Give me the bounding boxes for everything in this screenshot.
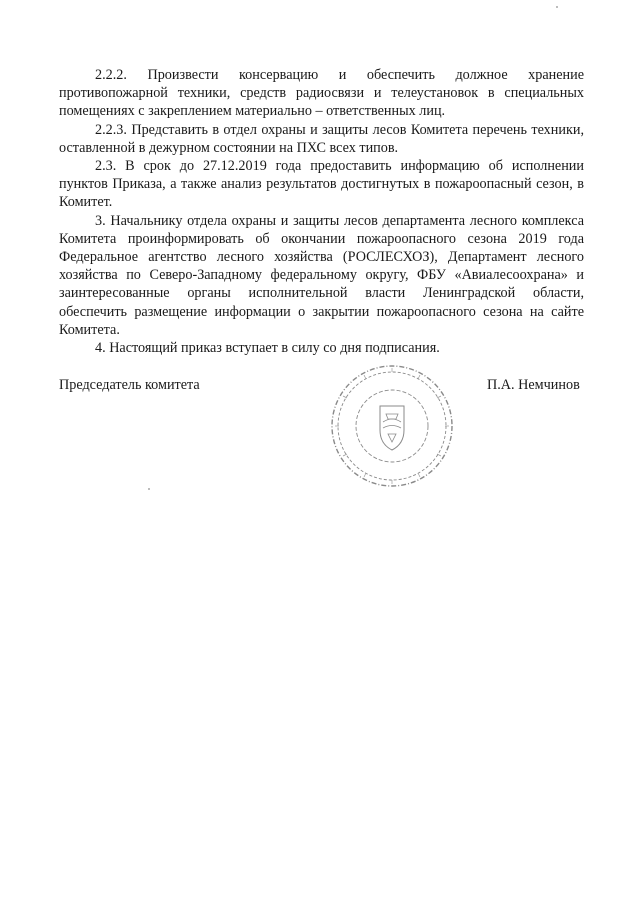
paragraph-3: 3. Начальнику отдела охраны и защиты лесов департамента лесного комплекса Комитета проинформировать об окончании пожароопасного сезона 2019 года Федеральное агентство лесного хозяйства (РОСЛЕСХОЗ), Департамент лесного хозяйства по Северо-Западному федеральному округу, ФБУ «Авиалесоохрана» и заинтересованные органы исполнительной власти Ленинградской области, обеспечить размещение информации о закрытии пожароопасного сезона на сайте Комитета.	[59, 212, 584, 338]
paragraph-2-3: 2.3. В срок до 27.12.2019 года предоставить информацию об исполнении пунктов Приказа, а также анализ результатов достигнутых в пожароопасный сезон, в Комитет.	[59, 158, 584, 211]
scan-speck	[148, 488, 150, 490]
signatory-name: П.А. Немчинов	[487, 377, 580, 393]
document-body	[59, 66, 584, 357]
official-seal-icon	[328, 362, 456, 490]
paragraph-2-2-3: 2.2.3. Представить в отдел охраны и защиты лесов Комитета перечень техники, оставленной в дежурном состоянии на ПХС всех типов.	[59, 121, 584, 156]
paragraph-2-2-2: 2.2.2. Произвести консервацию и обеспечить должное хранение противопожарной техники, средств радиосвязи и телеустановок в специальных помещениях с закреплением материально – ответственных лиц.	[59, 67, 584, 120]
paragraph-4: 4. Настоящий приказ вступает в силу со дня подписания.	[95, 340, 440, 357]
signatory-title: Председатель комитета	[59, 377, 200, 393]
scan-speck	[556, 6, 558, 8]
